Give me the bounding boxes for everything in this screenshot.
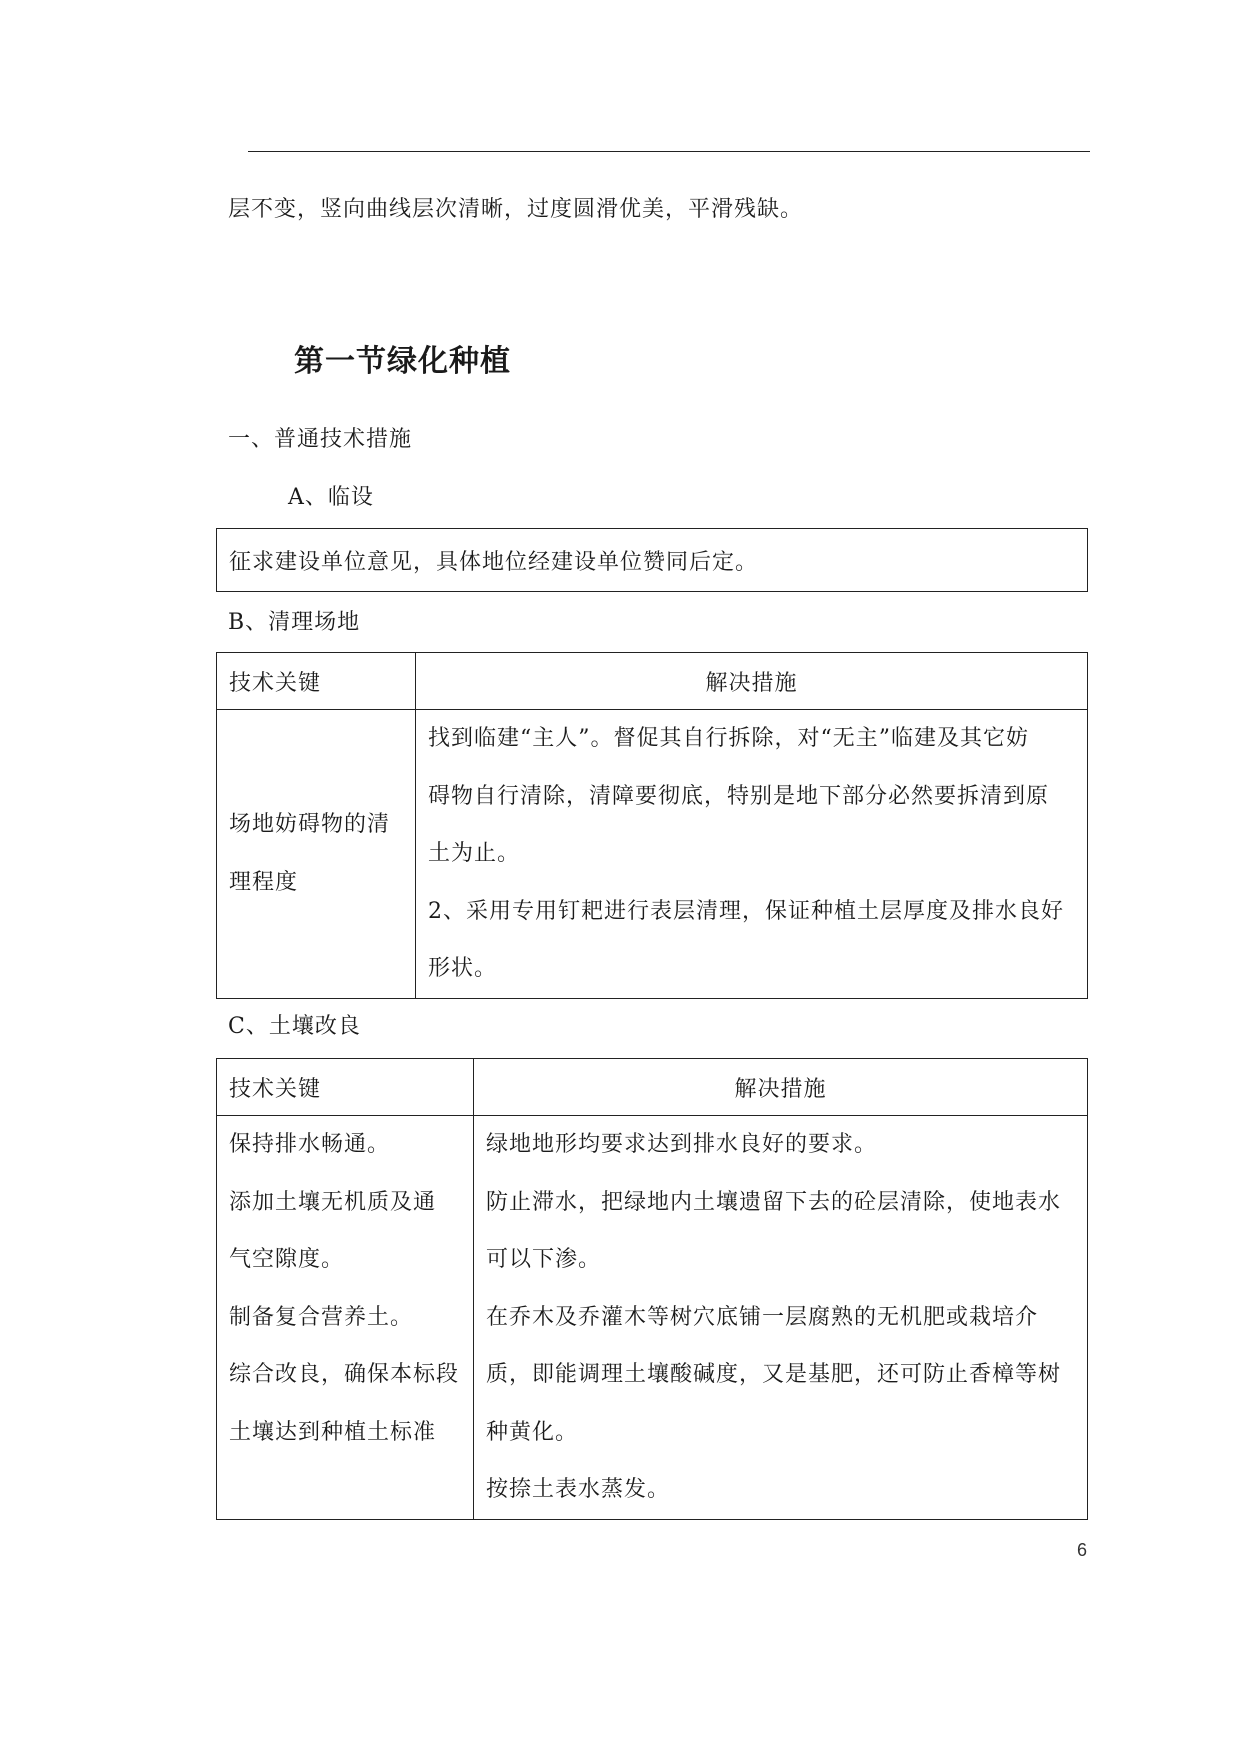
part-c-key-line: 保持排水畅通。 (229, 1132, 391, 1157)
part-b-table (216, 652, 1088, 999)
part-b-key-line: 理程度 (229, 869, 299, 895)
section-title: 第一节绿化种植 (294, 344, 511, 379)
part-c-key-line: 添加土壤无机质及通 (229, 1189, 437, 1215)
part-c-measure-line: 按捺土表水蒸发。 (486, 1477, 671, 1502)
part-b-measure-line: 碍物自行清除，清障要彻底，特别是地下部分必然要拆清到原 (428, 783, 1050, 809)
subsection-title: 一、普通技术措施 (228, 427, 413, 452)
part-b-measure-line: 土为止。 (428, 841, 521, 866)
part-c-measure-line: 种黄化。 (486, 1419, 579, 1445)
part-b-measure-line: 形状。 (428, 956, 498, 981)
part-c-header-key: 技术关键 (217, 1059, 474, 1116)
part-b-label: B、清理场地 (228, 610, 361, 635)
part-c-measure-line: 绿地地形均要求达到排水良好的要求。 (486, 1132, 878, 1157)
part-c-label: C、土壤改良 (228, 1014, 361, 1039)
part-c-measure-cell (474, 1116, 1088, 1520)
part-b-header-key: 技术关键 (217, 653, 416, 710)
part-b-key-cell (217, 710, 416, 999)
part-c-measure-line: 可以下渗。 (486, 1247, 602, 1272)
page-number: 6 (1077, 1540, 1088, 1560)
part-b-measure-cell (416, 710, 1088, 999)
part-c-measure-line: 质，即能调理土壤酸碱度，又是基肥，还可防止香樟等树 (486, 1362, 1062, 1387)
part-b-measure-line: 找到临建“主人”。督促其自行拆除，对“无主”临建及其它妨 (428, 726, 1029, 751)
part-c-measure-line: 在乔木及乔灌木等树穴底铺一层腐熟的无机肥或栽培介 (486, 1304, 1039, 1330)
header-rule (248, 151, 1090, 152)
part-b-measure-line: 2、采用专用钉耙进行表层清理，保证种植土层厚度及排水良好 (428, 898, 1064, 924)
part-c-key-cell (217, 1116, 474, 1520)
part-c-key-line: 综合改良，确保本标段 (229, 1362, 460, 1387)
part-c-header-measure: 解决措施 (474, 1059, 1088, 1116)
part-c-key-line: 土壤达到种植土标准 (229, 1419, 437, 1445)
part-a-table (216, 528, 1088, 592)
part-c-key-line: 制备复合营养土。 (229, 1304, 414, 1330)
continuation-text: 层不变，竖向曲线层次清晰，过度圆滑优美，平滑残缺。 (228, 197, 804, 222)
part-a-label: A、临设 (288, 485, 374, 510)
part-c-table (216, 1058, 1088, 1520)
part-b-key-line: 场地妨碍物的清 (229, 812, 391, 838)
part-b-header-measure: 解决措施 (416, 653, 1088, 710)
part-c-measure-line: 防止滞水，把绿地内土壤遗留下去的砼层清除，使地表水 (486, 1189, 1062, 1215)
part-a-text: 征求建设单位意见，具体地位经建设单位赞同后定。 (217, 529, 1088, 592)
part-c-key-line: 气空隙度。 (229, 1247, 345, 1272)
